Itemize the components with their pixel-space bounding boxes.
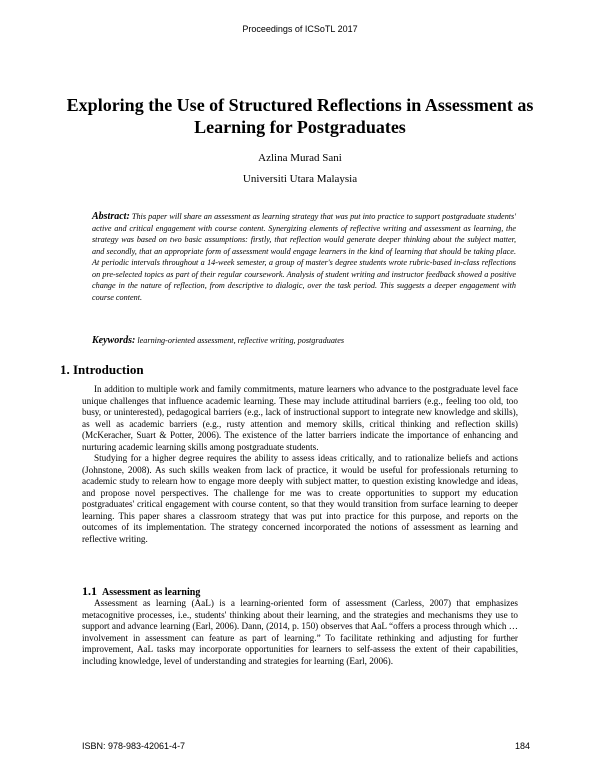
abstract — [92, 211, 516, 303]
author-affiliation: Universiti Utara Malaysia — [242, 173, 358, 185]
subsection-body — [82, 598, 518, 667]
introduction-body — [82, 384, 518, 545]
body-paragraph: In addition to multiple work and family commitments, mature learners who advance to the postgraduate level face unique challenges that influence academic learning. These may include attitudinal barriers (e.g., feeling too old, too busy, or uninterested), pedagogical barriers (e.g., lack of instructional support to integrate new knowledge and skills), as well as academic barriers (e.g., rusty attention and memory skills, critical thinking and reflection skills) (McKeracher, Suart & Potter, 2006). The existence of the latter barriers indicate the importance of enhancing and nurturing academic learning skills among postgraduate students. — [82, 384, 518, 452]
author-name: Azlina Murad Sani — [258, 152, 342, 164]
subsection-heading — [82, 584, 200, 599]
keywords — [92, 335, 522, 346]
section-heading-introduction: 1. Introduction — [60, 362, 144, 377]
abstract-label: Abstract: — [92, 211, 130, 222]
page-number: 184 — [514, 741, 530, 751]
keywords-label: Keywords: — [92, 335, 136, 346]
keywords-text: learning-oriented assessment, reflective writing, postgraduates — [137, 336, 345, 345]
subsection-number: 1.1 — [82, 584, 97, 598]
running-header: Proceedings of ICSoTL 2017 — [242, 24, 358, 34]
subsection-title: Assessment as learning — [102, 587, 201, 598]
abstract-text: This paper will share an assessment as learning strategy that was put into practice to support postgraduate students' active and critical engagement with course content. Synergizing elements of reflective writing and assessment as learning, the strategy was based on two basic assumptions: firstly, that reflection would generate deeper thinking about the subject matter, and secondly, that an appropriate form of assessment would engage learners in the kind of learning that should be taking place. At periodic intervals throughout a 14-week semester, a group of master's degree students wrote rubric-based in-class reflections on pre-selected topics as part of their regular coursework. Analysis of student writing and instructor feedback showed a positive change in the nature of reflection, from descriptive to dialogic, over the task period. This suggests a deeper engagement with course content. — [92, 212, 516, 302]
body-paragraph: Studying for a higher degree requires the ability to assess ideas critically, and to rationalize beliefs and actions (Johnstone, 2008). As such skills weaken from lack of practice, it would be useful for professionals returning to academic study to relearn how to engage more deeply with subject matter, to question existing knowledge and ideas, and propose novel perspectives. The challenge for me was to create opportunities to support my education postgraduates' critical engagement with course content, so that they would transition from surface learning to deeper learning. This paper shares a classroom strategy that was put into practice for this purpose, and reports on the outcomes of its implementation. The strategy concerned incorporated the notions of assessment as learning and reflective writing. — [82, 453, 518, 544]
footer-isbn: ISBN: 978-983-42061-4-7 — [82, 741, 186, 751]
paper-title: Exploring the Use of Structured Reflections in Assessment as Learning for Postgraduates — [66, 95, 534, 137]
body-paragraph: Assessment as learning (AaL) is a learning-oriented form of assessment (Carless, 2007) that emphasizes metacognitive processes, i.e., students' thinking about their learning, and the strategies and mechanisms they use to support and advance learning (Earl, 2006). Dann, (2014, p. 150) observes that AaL “offers a process through which …involvement in assessment can feature as part of learning.” To facilitate rethinking and adjusting for further improvement, AaL tasks may incorporate opportunities for learners to self-assess the extent of their capabilities, including knowledge, level of understanding and strategies for learning (Earl, 2006). — [82, 598, 518, 666]
